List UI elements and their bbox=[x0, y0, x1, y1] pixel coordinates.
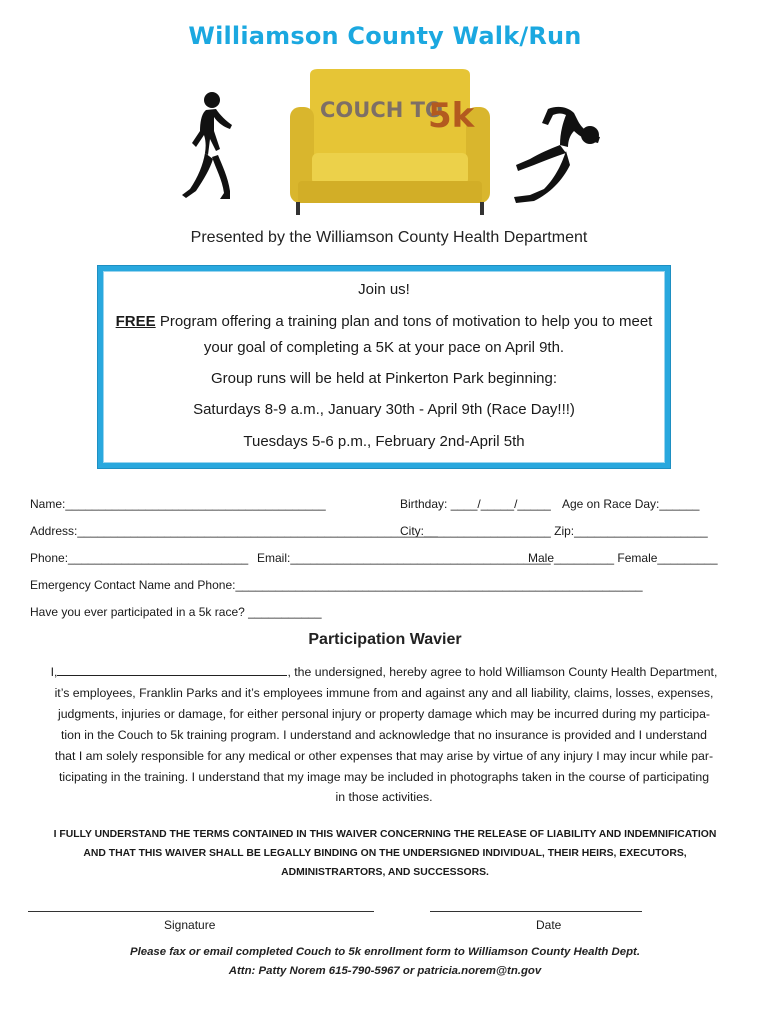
waiver-line-5: that I am solely responsible for any medical or other expenses that may arise by virtue of any injury I may incur while par- bbox=[54, 748, 714, 763]
acknowledgement-statement bbox=[22, 825, 748, 882]
runner-silhouette-icon bbox=[514, 107, 600, 203]
statement-line-3: ADMINISTRARTORS, AND SUCCESSORS. bbox=[281, 867, 489, 878]
waiver-title: Participation Wavier bbox=[308, 631, 462, 648]
footer-contact: Attn: Patty Norem 615-790-5967 or patricia.norem@tn.gov bbox=[228, 965, 542, 977]
walker-silhouette-icon bbox=[182, 92, 232, 199]
program-line-1: FREE Program offering a training plan and tons of motivation to help you to meet bbox=[115, 313, 653, 330]
waiver-line-3: judgments, injuries or damage, for either personal injury or property damage which may be incurred during my participa- bbox=[57, 706, 711, 721]
waiver-line-4: tion in the Couch to 5k training program. I understand and acknowledge that no insurance is provided and I understand bbox=[60, 727, 707, 742]
presenter-subtitle: Presented by the Williamson County Health Department bbox=[190, 229, 588, 246]
birthday-field[interactable]: Birthday: ____/_____/_____ bbox=[400, 497, 551, 511]
signature-line[interactable] bbox=[28, 911, 374, 912]
statement-line-1: I FULLY UNDERSTAND THE TERMS CONTAINED IN THIS WAIVER CONCERNING THE RELEASE OF LIABILITY AND INDEMNIFICATION bbox=[53, 829, 717, 840]
age-field[interactable]: Age on Race Day:______ bbox=[562, 497, 700, 511]
hero-graphic bbox=[170, 65, 610, 225]
date-line[interactable] bbox=[430, 911, 642, 912]
phone-field[interactable]: Phone:___________________________ bbox=[30, 551, 249, 565]
emergency-contact-field[interactable]: Emergency Contact Name and Phone:_____________________________________________________________ bbox=[30, 578, 643, 592]
email-field[interactable]: Email:_______________________________________ bbox=[257, 551, 551, 565]
join-text: Join us! bbox=[358, 281, 410, 298]
city-zip-field[interactable]: City:___________________ Zip:____________________ bbox=[400, 524, 708, 538]
waiver-line-7: in those activities. bbox=[335, 790, 433, 805]
address-field[interactable]: Address:______________________________________________________ bbox=[30, 524, 438, 538]
program-line-2: your goal of completing a 5K at your pace on April 9th. bbox=[203, 339, 565, 356]
program-info-box bbox=[98, 266, 670, 468]
waiver-name-blank[interactable] bbox=[57, 663, 287, 676]
logo-text: COUCH TO bbox=[320, 98, 443, 122]
waiver-line-6: ticipating in the training. I understand that my image may be included in photographs taken in the course of participating bbox=[58, 769, 710, 784]
saturday-schedule: Saturdays 8-9 a.m., January 30th - April 9th (Race Day!!!) bbox=[193, 401, 575, 418]
gender-field[interactable]: Male_________ Female_________ bbox=[528, 551, 718, 565]
waiver-line-1: I, , the undersigned, hereby agree to hold Williamson County Health Department, bbox=[50, 665, 718, 679]
waiver-text bbox=[28, 662, 740, 808]
statement-line-2: AND THAT THIS WAIVER SHALL BE LEGALLY BINDING ON THE UNDERSIGNED INDIVIDUAL, THEIR HEIRS, EXECUTORS, bbox=[83, 848, 687, 859]
group-runs-line: Group runs will be held at Pinkerton Park beginning: bbox=[210, 370, 558, 387]
previous-5k-field[interactable]: Have you ever participated in a 5k race? ___________ bbox=[30, 605, 322, 619]
couch-image bbox=[288, 69, 494, 215]
name-field[interactable]: Name:_______________________________________ bbox=[30, 497, 326, 511]
waiver-line-2: it’s employees, Franklin Parks and it’s employees immune from and against any and all liability, claims, losses, expenses, bbox=[54, 685, 714, 700]
logo-5k: 5k bbox=[428, 96, 475, 136]
free-label: FREE bbox=[115, 313, 156, 330]
date-label: Date bbox=[536, 918, 562, 932]
tuesday-schedule: Tuesdays 5-6 p.m., February 2nd-April 5th bbox=[243, 433, 525, 450]
signature-label: Signature bbox=[164, 918, 216, 932]
page-title: Williamson County Walk/Run bbox=[188, 22, 582, 50]
footer-instructions: Please fax or email completed Couch to 5k enrollment form to Williamson County Health Dept. bbox=[129, 946, 641, 958]
